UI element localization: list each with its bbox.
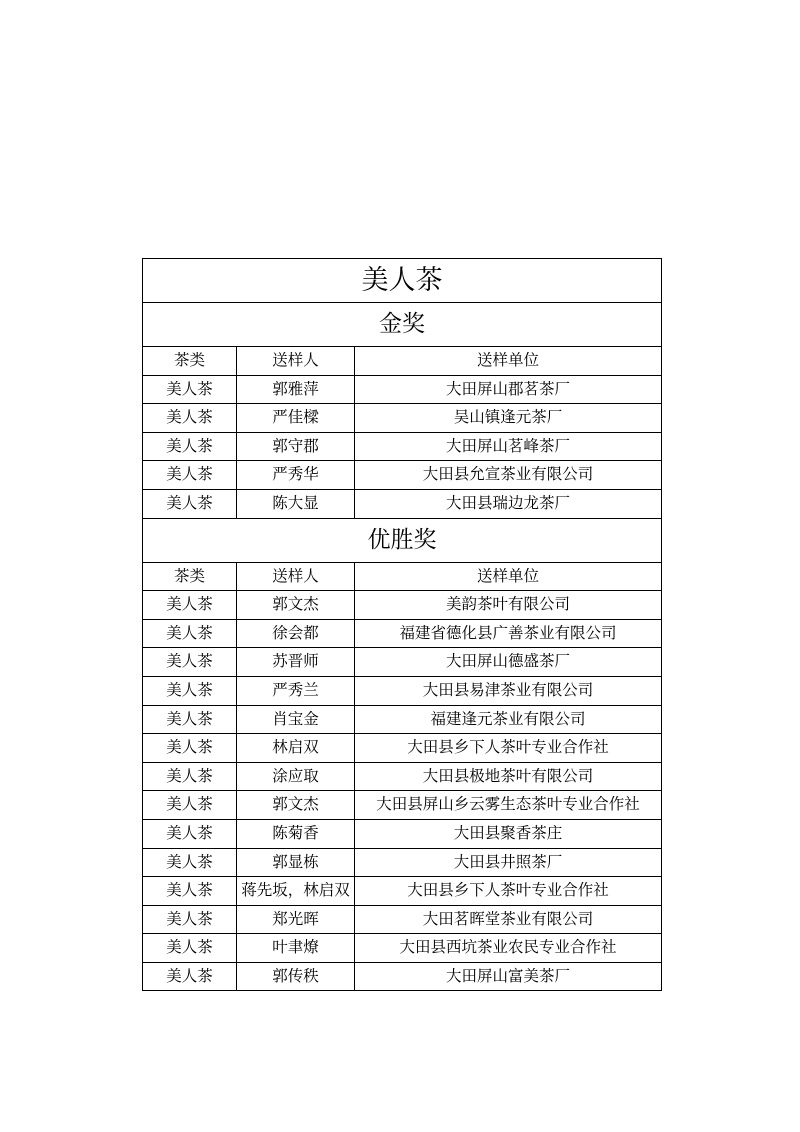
cell-unit: 吴山镇逢元茶厂: [355, 404, 662, 433]
cell-tea-type: 美人茶: [143, 489, 237, 518]
cell-sender: 徐会都: [237, 619, 355, 648]
cell-tea-type: 美人茶: [143, 404, 237, 433]
cell-tea-type: 美人茶: [143, 962, 237, 991]
table-row: [143, 591, 662, 620]
cell-sender: 陈大显: [237, 489, 355, 518]
table-row: [143, 905, 662, 934]
cell-sender: 严佳樑: [237, 404, 355, 433]
cell-unit: 大田屏山富美茶厂: [355, 962, 662, 991]
section-heading: 优胜奖: [143, 518, 662, 562]
table-row: [143, 934, 662, 963]
cell-tea-type: 美人茶: [143, 762, 237, 791]
table-row: [143, 848, 662, 877]
table-row: [143, 877, 662, 906]
table-title: 美人茶: [143, 259, 662, 303]
column-header-row: [143, 562, 662, 591]
cell-unit: 大田县瑞边龙茶厂: [355, 489, 662, 518]
cell-unit: 大田县井照茶厂: [355, 848, 662, 877]
column-header-unit: 送样单位: [355, 562, 662, 591]
cell-tea-type: 美人茶: [143, 461, 237, 490]
cell-sender: 苏晋师: [237, 648, 355, 677]
table-row: [143, 619, 662, 648]
cell-sender: 涂应取: [237, 762, 355, 791]
cell-tea-type: 美人茶: [143, 648, 237, 677]
cell-sender: 陈菊香: [237, 819, 355, 848]
table-row: [143, 762, 662, 791]
award-table: [142, 258, 662, 991]
cell-sender: 林启双: [237, 734, 355, 763]
cell-unit: 大田茗晖堂茶业有限公司: [355, 905, 662, 934]
cell-sender: 严秀兰: [237, 676, 355, 705]
cell-tea-type: 美人茶: [143, 877, 237, 906]
column-header-row: [143, 347, 662, 376]
cell-unit: 大田屏山德盛茶厂: [355, 648, 662, 677]
cell-tea-type: 美人茶: [143, 676, 237, 705]
cell-tea-type: 美人茶: [143, 905, 237, 934]
cell-unit: 大田屏山郡茗茶厂: [355, 375, 662, 404]
cell-tea-type: 美人茶: [143, 819, 237, 848]
table-row: [143, 404, 662, 433]
cell-tea-type: 美人茶: [143, 934, 237, 963]
table-row: [143, 705, 662, 734]
table-row: [143, 432, 662, 461]
title-row: [143, 259, 662, 303]
cell-unit: 大田县乡下人茶叶专业合作社: [355, 877, 662, 906]
cell-unit: 大田县聚香茶庄: [355, 819, 662, 848]
cell-unit: 大田县易津茶业有限公司: [355, 676, 662, 705]
cell-tea-type: 美人茶: [143, 705, 237, 734]
table-row: [143, 962, 662, 991]
section-heading-row: [143, 518, 662, 562]
column-header-sender: 送样人: [237, 562, 355, 591]
table-row: [143, 791, 662, 820]
cell-sender: 郭显栋: [237, 848, 355, 877]
table-row: [143, 676, 662, 705]
cell-sender: 郭雅萍: [237, 375, 355, 404]
cell-tea-type: 美人茶: [143, 791, 237, 820]
cell-unit: 大田县乡下人茶叶专业合作社: [355, 734, 662, 763]
cell-sender: 叶聿燎: [237, 934, 355, 963]
cell-tea-type: 美人茶: [143, 591, 237, 620]
cell-sender: 蒋先坂，林启双: [237, 877, 355, 906]
column-header-sender: 送样人: [237, 347, 355, 376]
table-row: [143, 375, 662, 404]
cell-sender: 郭传秩: [237, 962, 355, 991]
table-row: [143, 648, 662, 677]
cell-unit: 大田县屏山乡云雾生态茶叶专业合作社: [355, 791, 662, 820]
table-row: [143, 461, 662, 490]
cell-tea-type: 美人茶: [143, 432, 237, 461]
cell-sender: 肖宝金: [237, 705, 355, 734]
column-header-tea-type: 茶类: [143, 347, 237, 376]
cell-sender: 郭守郡: [237, 432, 355, 461]
cell-sender: 严秀华: [237, 461, 355, 490]
cell-unit: 大田县西坑茶业农民专业合作社: [355, 934, 662, 963]
cell-unit: 大田县极地茶叶有限公司: [355, 762, 662, 791]
cell-tea-type: 美人茶: [143, 734, 237, 763]
cell-unit: 大田县允宣茶业有限公司: [355, 461, 662, 490]
cell-tea-type: 美人茶: [143, 619, 237, 648]
cell-tea-type: 美人茶: [143, 375, 237, 404]
cell-unit: 福建省德化县广善茶业有限公司: [355, 619, 662, 648]
cell-sender: 郑光晖: [237, 905, 355, 934]
cell-unit: 美韵茶叶有限公司: [355, 591, 662, 620]
section-heading: 金奖: [143, 303, 662, 347]
table-row: [143, 819, 662, 848]
cell-unit: 大田屏山茗峰茶厂: [355, 432, 662, 461]
table-row: [143, 489, 662, 518]
cell-sender: 郭文杰: [237, 591, 355, 620]
award-table-body: [143, 259, 662, 991]
column-header-tea-type: 茶类: [143, 562, 237, 591]
section-heading-row: [143, 303, 662, 347]
cell-unit: 福建逢元茶业有限公司: [355, 705, 662, 734]
table-row: [143, 734, 662, 763]
column-header-unit: 送样单位: [355, 347, 662, 376]
cell-sender: 郭文杰: [237, 791, 355, 820]
cell-tea-type: 美人茶: [143, 848, 237, 877]
